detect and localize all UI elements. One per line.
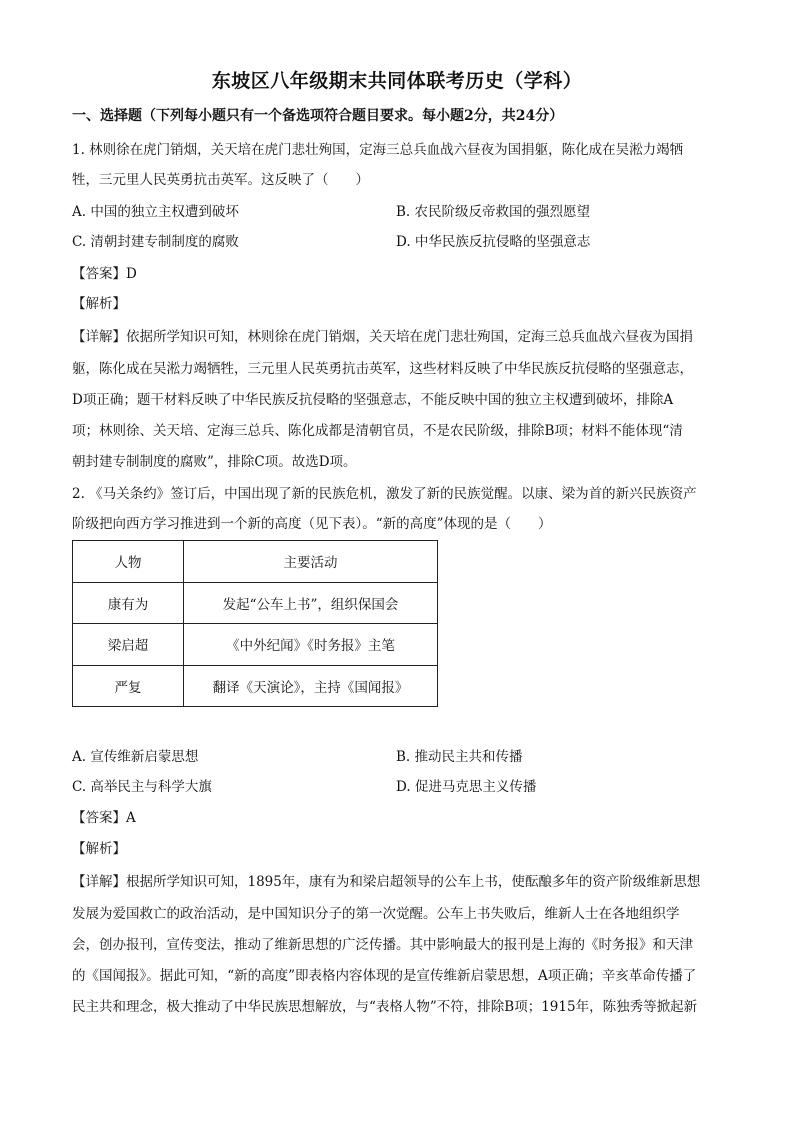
table-cell-person: 梁启超 <box>73 624 184 666</box>
q2-detail-line-5: 民主共和理念，极大推动了中华民族思想解放，与“表格人物”不符，排除B项；1915年，陈独秀等掀起新 <box>72 999 698 1015</box>
q2-detail-line-2: 发展为爱国救亡的政治活动，是中国知识分子的第一次觉醒。公车上书失败后，维新人士在各地组织学 <box>72 906 680 922</box>
table-cell-person: 严复 <box>73 665 184 707</box>
q2-detail-line-1: 【详解】根据所学知识可知，1895年，康有为和梁启超领导的公车上书，使酝酿多年的资产阶级维新思想 <box>72 874 701 890</box>
table-header-cell: 主要活动 <box>184 541 438 583</box>
table-cell-activity: 发起“公车上书”，组织保国会 <box>184 582 438 624</box>
table-row <box>73 582 438 624</box>
q1-analysis-label: 【解析】 <box>72 296 126 312</box>
table-cell-person: 康有为 <box>73 582 184 624</box>
table-row <box>73 624 438 666</box>
q1-option-b: B. 农民阶级反帝救国的强烈愿望 <box>396 204 591 220</box>
q2-stem-line-2: 阶级把向西方学习推进到一个新的高度（见下表）。“新的高度”体现的是（ ） <box>72 516 552 532</box>
q1-option-a: A. 中国的独立主权遭到破坏 <box>72 204 239 220</box>
q1-detail-line-3: D项正确；题干材料反映了中华民族反抗侵略的坚强意志，不能反映中国的独立主权遭到破坏，排除A <box>72 392 674 408</box>
q1-detail-line-4: 项；林则徐、关天培、定海三总兵、陈化成都是清朝官员，不是农民阶级，排除B项；材料不能体现“清 <box>72 423 683 439</box>
q1-option-d: D. 中华民族反抗侵略的坚强意志 <box>396 234 591 250</box>
q1-detail-line-2: 躯，陈化成在吴淞力竭牺牲，三元里人民英勇抗击英军，这些材料反映了中华民族反抗侵略的坚强意志， <box>72 361 693 377</box>
table-header-row <box>73 541 438 583</box>
q2-detail-line-4: 的《国闻报》。据此可知，“新的高度”即表格内容体现的是宣传维新启蒙思想，A项正确；辛亥革命传播了 <box>72 968 697 984</box>
table-row <box>73 665 438 707</box>
q1-stem-line-1: 1. 林则徐在虎门销烟，关天培在虎门悲壮殉国，定海三总兵血战六昼夜为国捐躯，陈化成在吴淞力竭牺 <box>72 142 684 158</box>
page-title: 东坡区八年级期末共同体联考历史（学科） <box>211 70 583 92</box>
q2-analysis-label: 【解析】 <box>72 841 126 857</box>
q2-option-d: D. 促进马克思主义传播 <box>396 779 537 795</box>
q2-answer: 【答案】A <box>72 810 136 826</box>
table-header-cell: 人物 <box>73 541 184 583</box>
q1-detail-line-5: 朝封建专制制度的腐败”，排除C项。故选D项。 <box>72 454 357 470</box>
q1-answer: 【答案】D <box>72 266 137 282</box>
table-cell-activity: 《中外纪闻》《时务报》主笔 <box>184 624 438 666</box>
q2-table <box>72 540 438 707</box>
q1-stem-line-2: 牲，三元里人民英勇抗击英军。这反映了（ ） <box>72 172 369 188</box>
q1-detail-line-1: 【详解】依据所学知识可知，林则徐在虎门销烟，关天培在虎门悲壮殉国，定海三总兵血战六昼夜为国捐 <box>72 329 693 345</box>
q2-option-a: A. 宣传维新启蒙思想 <box>72 749 199 765</box>
table-cell-activity: 翻译《天演论》，主持《国闻报》 <box>184 665 438 707</box>
q2-option-b: B. 推动民主共和传播 <box>396 749 523 765</box>
q2-detail-line-3: 会，创办报刊，宣传变法，推动了维新思想的广泛传播。其中影响最大的报刊是上海的《时务报》和天津 <box>72 937 693 953</box>
q2-option-c: C. 高举民主与科学大旗 <box>72 779 212 795</box>
q2-stem-line-1: 2. 《马关条约》签订后，中国出现了新的民族危机，激发了新的民族觉醒。以康、梁为首的新兴民族资产 <box>72 486 697 502</box>
q1-option-c: C. 清朝封建专制制度的腐败 <box>72 234 239 250</box>
section-heading: 一、选择题（下列每小题只有一个备选项符合题目要求。每小题2分，共24分） <box>72 108 564 124</box>
